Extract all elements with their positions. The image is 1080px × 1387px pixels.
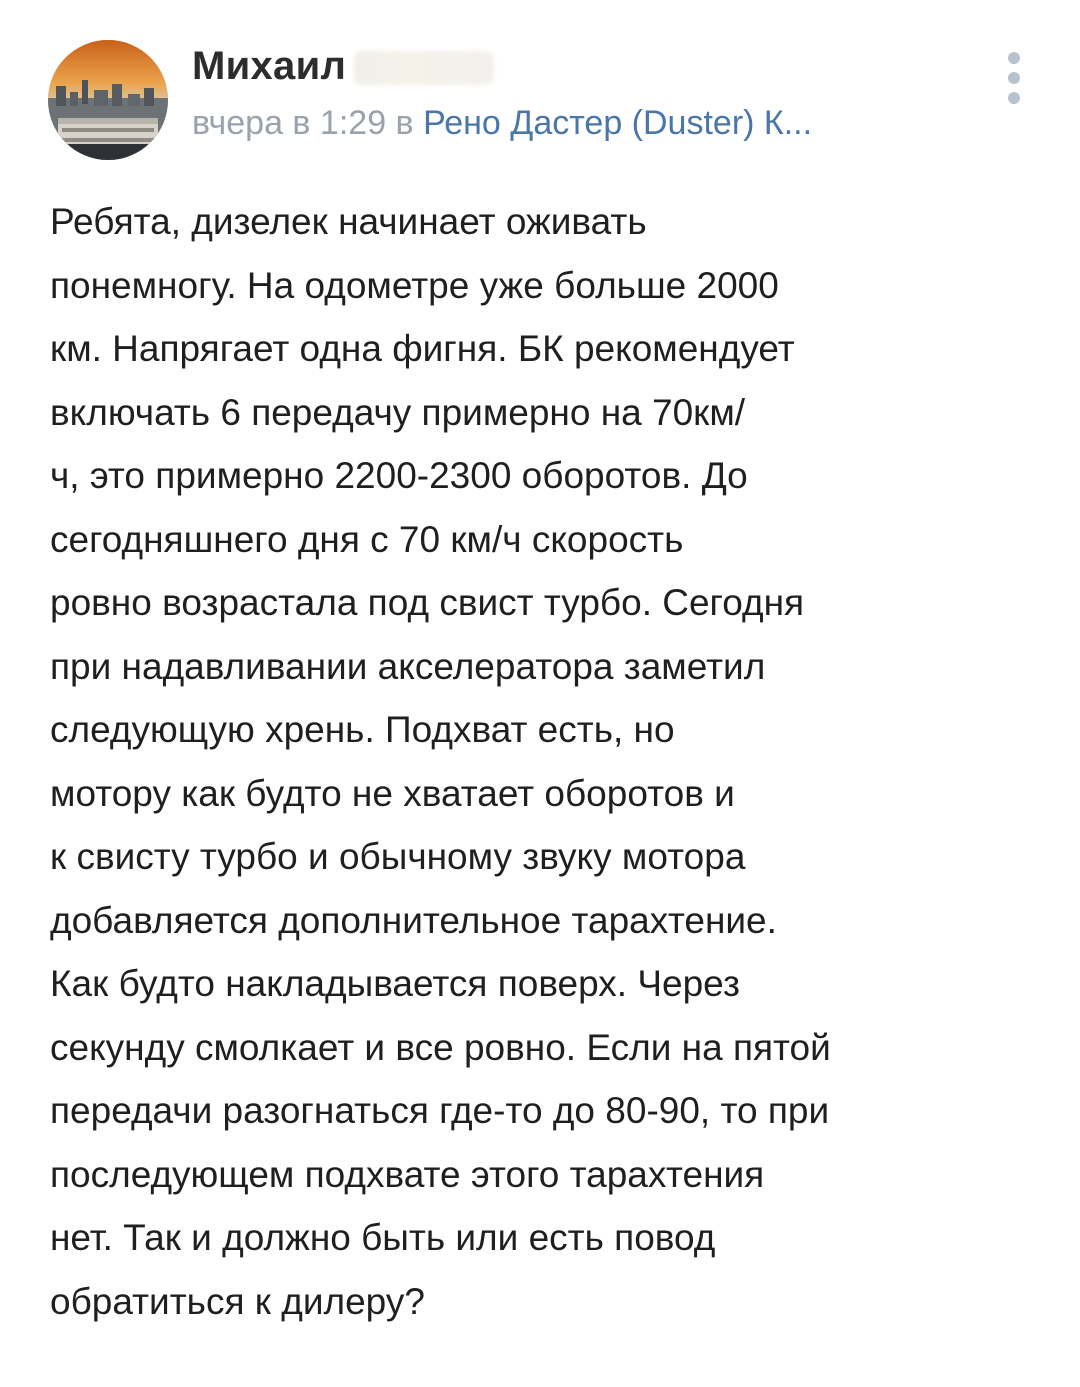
post-text: Ребята, дизелек начинает оживать понемногу. На одометре уже больше 2000 км. Напрягает одна фигня. БК рекомендует включать 6 передачу примерно на 70км/ ч, это примерно 2200-2300 оборотов. До сегодняшнего дня с 70 км/ч скорость ровно возрастала под свист турбо. Сегодня при надавливании акселератора заметил следующую хрень. Подхват есть, но мотору как будто не хватает оборотов и к свисту турбо и обычному звуку мотора добавляется дополнительное тарахтение. Как будто накладывается поверх. Через секунду смолкает и все ровно. Если на пятой передачи разогнаться где-то до 80-90, то при последующем подхвате этого тарахтения нет. Так и должно быть или есть повод обратиться к дилеру? xyxy=(50,201,831,1322)
post-meta xyxy=(192,104,812,143)
avatar-image xyxy=(48,40,168,160)
post-time: вчера в 1:29 в xyxy=(192,104,424,142)
more-dot xyxy=(1008,52,1020,64)
author-name[interactable] xyxy=(192,44,494,89)
community-link[interactable]: Рено Дастер (Duster) К... xyxy=(423,104,813,142)
author-first-name[interactable]: Михаил xyxy=(192,44,347,88)
more-dot xyxy=(1008,72,1020,84)
blurred-surname xyxy=(354,51,494,85)
more-dot xyxy=(1008,92,1020,104)
more-vertical-icon[interactable] xyxy=(996,50,1032,110)
author-avatar[interactable] xyxy=(48,40,168,160)
